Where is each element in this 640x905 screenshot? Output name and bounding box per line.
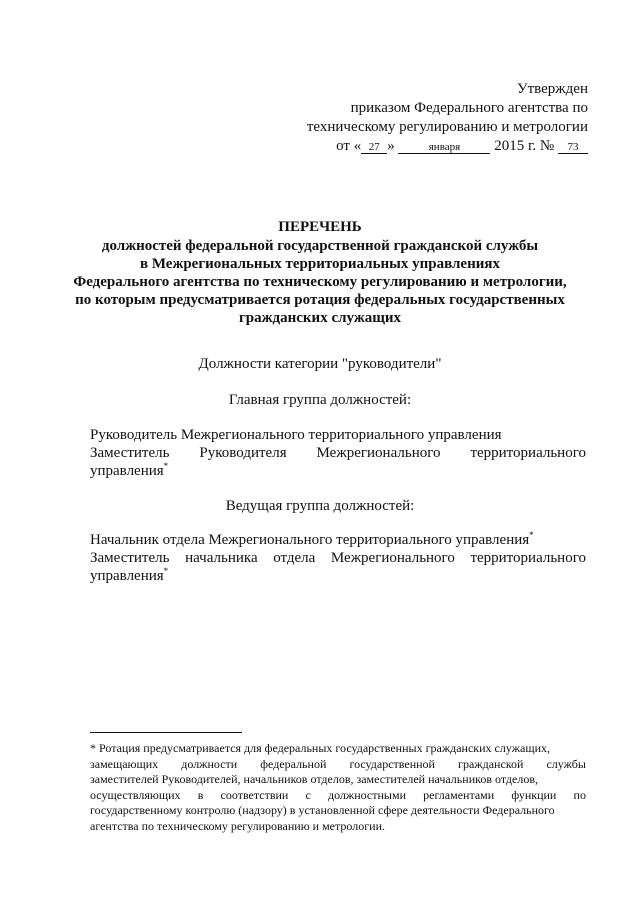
order-month: января	[398, 141, 490, 154]
lead-group-heading: Ведущая группа должностей:	[225, 498, 415, 514]
approval-line-2: приказом Федерального агентства по	[350, 100, 588, 116]
word: в	[197, 787, 204, 802]
document-title	[60, 218, 580, 327]
approval-date-line	[307, 137, 588, 156]
approval-line-3: техническому регулированию и метрологии	[306, 119, 588, 135]
word: должности	[181, 756, 238, 771]
word: начальника	[185, 550, 258, 566]
footnote-line-6: агентства по техническому регулированию и метрологии.	[90, 818, 385, 833]
footnote	[90, 741, 586, 834]
word: Руководителя	[199, 445, 287, 461]
word: осуществляющих	[90, 787, 181, 802]
word: отдела	[273, 550, 316, 566]
word: территориального	[470, 445, 586, 461]
date-mid: »	[387, 138, 395, 154]
word: Межрегионального	[330, 550, 455, 566]
order-day: 27	[361, 141, 387, 154]
footnote-line-2	[90, 757, 586, 773]
word: государственной	[349, 756, 435, 771]
word: Межрегионального	[316, 445, 441, 461]
title-line-5: гражданских служащих	[238, 310, 401, 326]
order-number: 73	[558, 141, 588, 154]
word: с	[305, 787, 311, 802]
word: гражданской	[458, 756, 524, 771]
approval-stamp	[307, 80, 588, 156]
word: Заместитель	[90, 550, 170, 566]
word: службы	[546, 756, 586, 771]
word: регламентами	[423, 787, 495, 802]
main-position-2	[90, 444, 586, 480]
word: по	[573, 787, 586, 802]
footnote-marker: *	[163, 566, 169, 576]
main-group-heading: Главная группа должностей:	[228, 392, 412, 408]
title-line-3: Федерального агентства по техническому регулированию и метрологии,	[73, 274, 567, 290]
word: территориального	[470, 550, 586, 566]
date-prefix: от «	[336, 138, 362, 154]
word: замещающих	[90, 756, 159, 771]
footnote-marker: *	[529, 530, 534, 540]
footnote-line-3: заместителей Руководителей, начальников отделов, заместителей начальников отделов,	[90, 772, 539, 786]
footnote-marker: *	[163, 461, 169, 471]
title-heading: ПЕРЕЧЕНЬ	[278, 219, 362, 235]
title-line-2: в Межрегиональных территориальных управлениях	[140, 256, 500, 272]
category-heading: Должности категории "руководители"	[198, 356, 442, 372]
main-position-1: Руководитель Межрегионального территориального управления	[90, 427, 502, 443]
title-line-4: по которым предусматривается ротация федеральных государственных	[75, 292, 565, 308]
approval-line-1: Утвержден	[516, 81, 588, 97]
footnote-line-4	[90, 788, 586, 804]
position-text: Начальник отдела Межрегионального территориального управления	[90, 532, 530, 548]
word: федеральной	[260, 756, 327, 771]
word: должностными	[327, 787, 407, 802]
word: управления	[90, 568, 164, 584]
footnote-line-5: государственному контролю (надзору) в установленной сфере деятельности Федерального	[90, 803, 555, 817]
lead-position-1	[90, 531, 586, 549]
word: соответствии	[220, 787, 289, 802]
lead-position-2	[90, 549, 586, 585]
word: управления	[90, 463, 164, 479]
footnote-divider	[90, 732, 242, 733]
footnote-line-1: * Ротация предусматривается для федеральных государственных гражданских служащих,	[90, 741, 550, 755]
order-year: 2015 г. №	[494, 138, 555, 154]
title-line-1: должностей федеральной государственной гражданской службы	[101, 238, 539, 254]
word: функции	[511, 787, 557, 802]
word: Заместитель	[90, 445, 170, 461]
